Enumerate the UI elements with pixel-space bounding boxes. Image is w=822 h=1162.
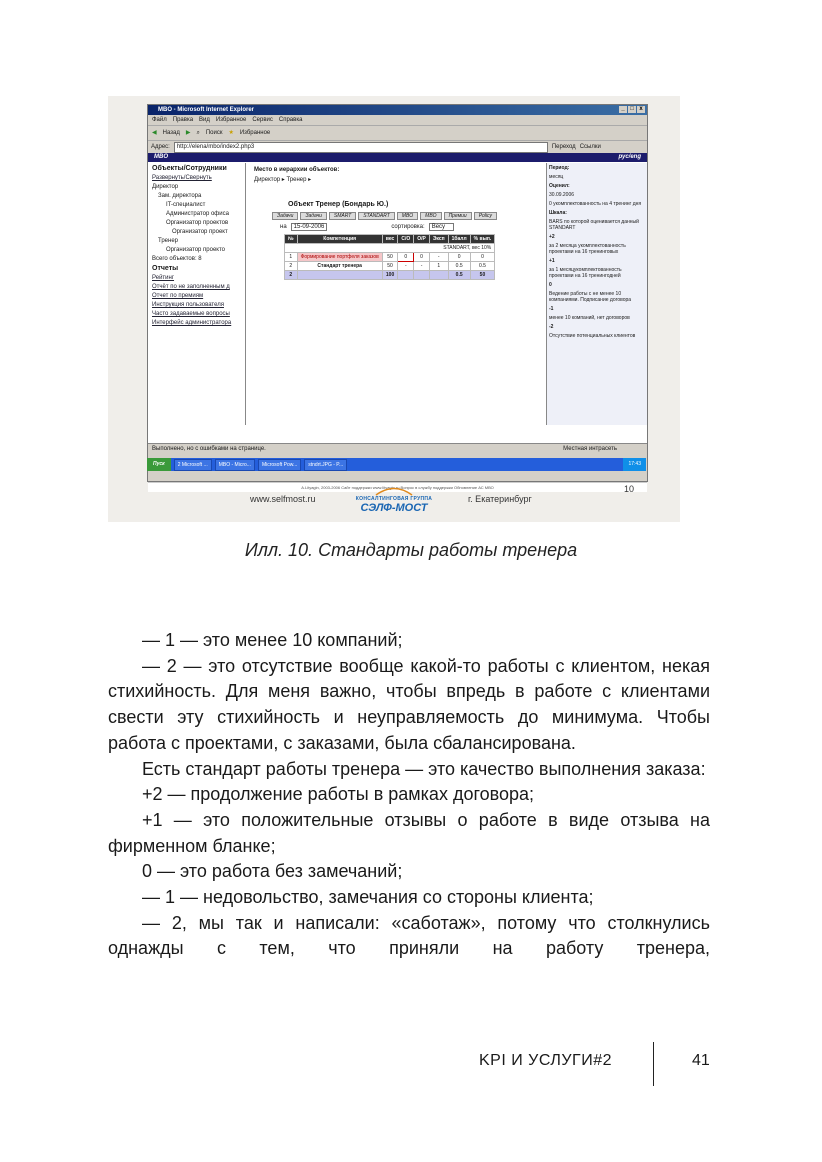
table-group-row — [285, 244, 495, 253]
info-line: 0 — [549, 282, 552, 288]
tree-node[interactable]: Организатор проектов — [166, 220, 229, 226]
info-line: за 1 месяцукомплектованность проектами на 16 тренингодней — [549, 267, 622, 279]
body-text — [108, 628, 710, 962]
slide-number: 10 — [624, 484, 635, 494]
cell: Стандарт тренера — [297, 262, 382, 271]
tree-node[interactable]: IT-специалист — [166, 202, 206, 208]
close-button[interactable]: x — [637, 106, 645, 113]
info-line: +2 — [549, 234, 555, 240]
cell: - — [414, 262, 430, 271]
page-number: 41 — [692, 1052, 710, 1069]
address-input[interactable]: http://elena/mbo/index2.php3 — [174, 142, 548, 153]
info-line: 30.09.2006 — [549, 192, 575, 198]
window-title: MBO - Microsoft Internet Explorer — [158, 107, 255, 113]
logo-top-text: КОНСАЛТИНГОВАЯ ГРУППА — [355, 496, 433, 502]
running-footer-title: KPI И УСЛУГИ#2 — [479, 1052, 612, 1069]
center-panel — [252, 163, 542, 425]
app-title: MBO — [154, 154, 168, 160]
cell: 0 — [448, 253, 470, 262]
cell: 50 — [382, 262, 398, 271]
info-line: 0 укомплектованность на 4 тренинг дня — [549, 201, 642, 207]
cell: 0 — [414, 253, 430, 262]
info-line: Отсутствие потенциальных клиентов — [549, 333, 636, 339]
search-icon[interactable]: ⌕ — [196, 130, 200, 136]
menu-bar — [148, 115, 647, 126]
tab-smart[interactable]: SMART — [329, 212, 356, 220]
header-cell: № — [285, 235, 298, 244]
info-line: менее 10 компаний, нет договоров — [549, 315, 630, 321]
report-link[interactable]: Рейтинг — [152, 275, 175, 281]
tab-tasks[interactable]: Задачи — [272, 212, 298, 220]
cell: 0.5 — [448, 271, 470, 280]
taskbar — [147, 458, 646, 471]
status-bar — [148, 443, 647, 453]
info-line: за 2 месяца укомплектованность проектами на 16 тренинговых — [549, 243, 626, 255]
taskbar-item[interactable]: MBO - Micro... — [215, 459, 255, 471]
cell — [429, 271, 448, 280]
info-line: Шкала: — [549, 210, 567, 216]
report-link[interactable]: Отчет по премиям — [152, 293, 204, 299]
menu-tools[interactable]: Сервис — [252, 117, 273, 123]
sort-label: сортировка: — [391, 224, 425, 230]
menu-favorites[interactable]: Избранное — [215, 117, 247, 123]
paragraph: — 1 — это менее 10 компаний; — [142, 630, 403, 650]
paragraph: — 1 — недовольство, замечания со стороны клиента; — [142, 887, 594, 908]
header-cell: 1балл — [448, 235, 470, 244]
breadcrumb[interactable]: Директор ▸ Тренер ▸ — [254, 177, 312, 183]
filter-row — [280, 223, 540, 231]
cell: 50 — [470, 271, 495, 280]
header-cell: С/О — [398, 235, 414, 244]
paragraph: — 2 — это отсутствие вообще какой-то работы с клиентом, некая стихийность. Для меня важно, чтобы впредь в работе с клиентами свести эту стихийность и неуправляемость до минимума. Чтобы работа с проектами, с заказами, была сбалансирована. — [108, 655, 710, 753]
zone-text: Местная интрасеть — [563, 446, 617, 452]
cell: - — [429, 253, 448, 262]
objects-heading[interactable]: Объекты/Сотрудники — [152, 165, 227, 172]
cell: 100 — [382, 271, 398, 280]
info-line: Период: — [549, 165, 570, 171]
tab-mbo-2[interactable]: MBO — [420, 212, 441, 220]
table-total-row — [285, 271, 495, 280]
menu-view[interactable]: Вид — [199, 117, 210, 123]
taskbar-item[interactable]: 2 Microsoft ... — [174, 459, 212, 471]
cell: 2 — [285, 262, 298, 271]
cell: 0 — [470, 253, 495, 262]
competency-table — [284, 234, 495, 280]
cell — [398, 271, 414, 280]
header-cell: % вып. — [470, 235, 495, 244]
taskbar-item[interactable]: Microsoft Pow... — [258, 459, 301, 471]
tree-node[interactable]: Тренер — [158, 238, 178, 244]
tab-tasks-2[interactable]: Задачи — [300, 212, 326, 220]
links-button[interactable]: Ссылки — [579, 144, 601, 150]
tree-node[interactable]: Директор — [152, 184, 179, 190]
go-button[interactable]: Переход — [551, 144, 576, 150]
tree-node[interactable]: Организатор проект — [172, 229, 228, 235]
window-titlebar — [148, 105, 647, 115]
paragraph: +2 — продолжение работы в рамках договора; — [142, 784, 535, 805]
cell: 1 — [429, 262, 448, 271]
info-line: месяц — [549, 174, 564, 180]
right-panel — [546, 163, 647, 425]
date-label: на — [280, 224, 287, 230]
info-line: Ведение работы с не менее 10 компаниями. Подписание договора — [549, 291, 632, 303]
header-cell: вес — [382, 235, 398, 244]
address-label: Адрес: — [151, 144, 170, 150]
city: г. Екатеринбург — [468, 494, 532, 504]
footer-divider — [653, 1042, 654, 1086]
cell: - — [398, 262, 414, 271]
page-footer: A.Lityagin, 2003-2006 Сайт поддержки www.lityagin.ru Вопрос в службу поддержки Обновление АС МВО — [148, 482, 647, 492]
minimize-button[interactable]: _ — [619, 106, 627, 113]
star-icon[interactable]: ★ — [228, 130, 234, 136]
maximize-button[interactable]: □ — [628, 106, 636, 113]
tab-policy[interactable]: Policy — [474, 212, 497, 220]
start-button[interactable]: Пуск — [147, 458, 171, 471]
menu-file[interactable]: Файл — [152, 117, 167, 123]
site-url: www.selfmost.ru — [250, 494, 316, 504]
hierarchy-label: Место в иерархии объектов: — [254, 167, 340, 173]
header-cell: О/Р — [414, 235, 430, 244]
back-button[interactable]: Назад — [162, 130, 180, 136]
status-text: Выполнено, но с ошибками на странице. — [152, 446, 266, 452]
menu-help[interactable]: Справка — [278, 117, 303, 123]
screenshot-figure — [108, 96, 680, 522]
cell: 1 — [285, 253, 298, 262]
report-link[interactable]: Отчёт по не заполненным д — [152, 284, 230, 290]
menu-edit[interactable]: Правка — [172, 117, 194, 123]
tab-strip — [272, 212, 540, 220]
standart-weight: STANDART, вес 10% — [285, 244, 495, 253]
info-line: Оценил: — [549, 183, 570, 189]
sort-select[interactable]: Весу — [429, 223, 454, 231]
browser-window — [147, 104, 648, 490]
cell: 2 — [285, 271, 298, 280]
cell — [297, 271, 382, 280]
paragraph: — 2, мы так и написали: «саботаж», потому что столкнулись однажды с тем, что приняли на работу тренера, — [108, 912, 710, 959]
tree-node[interactable]: Администратор офиса — [166, 211, 229, 217]
table-row[interactable] — [285, 253, 495, 262]
app-header — [148, 153, 647, 162]
date-input[interactable]: 15-09-2006 — [291, 223, 328, 231]
paragraph: +1 — это положительные отзывы о работе в виде отзыва на фирменном бланке; — [108, 809, 710, 856]
cell: 0.5 — [470, 262, 495, 271]
tree-node[interactable]: Зам. директора — [158, 193, 202, 199]
figure-caption: Илл. 10. Стандарты работы тренера — [244, 540, 578, 560]
expand-collapse-link[interactable]: Развернуть/Свернуть — [152, 175, 212, 181]
header-cell: Компетенция — [297, 235, 382, 244]
search-button[interactable]: Поиск — [205, 130, 223, 136]
slide-footer — [108, 480, 680, 522]
objects-total: Всего объектов: 8 — [152, 256, 202, 262]
table-row[interactable] — [285, 262, 495, 271]
table-header — [285, 235, 495, 244]
object-title: Объект Тренер (Бондарь Ю.) — [288, 201, 389, 208]
tree-node[interactable]: Организатор проекто — [166, 247, 226, 253]
paragraph: 0 — это работа без замечаний; — [142, 861, 403, 882]
reports-heading: Отчеты — [152, 265, 179, 272]
report-link[interactable]: Часто задаваемые вопросы — [152, 311, 230, 317]
cell: 0.5 — [448, 262, 470, 271]
score-input[interactable]: 0 — [398, 253, 414, 262]
tab-mbo[interactable]: MBO — [397, 212, 418, 220]
report-link[interactable]: Инструкция пользователя — [152, 302, 224, 308]
company-logo — [344, 486, 444, 514]
toolbar — [148, 126, 647, 141]
tab-bonus[interactable]: Премии — [444, 212, 472, 220]
report-link[interactable]: Интерфейс администратора — [152, 320, 232, 326]
info-line: +1 — [549, 258, 555, 264]
clock: 17:43 — [623, 458, 646, 471]
paragraph: Есть стандарт работы тренера — это качество выполнения заказа: — [142, 758, 706, 779]
language-switch[interactable]: рус/eng — [618, 154, 641, 160]
back-icon[interactable]: ◀ — [152, 130, 157, 136]
info-line: BARS по которой оценивается данный STANDART — [549, 219, 639, 231]
tab-standart[interactable]: STANDART — [358, 212, 394, 220]
forward-icon[interactable]: ▶ — [185, 130, 191, 136]
info-line: -2 — [549, 324, 554, 330]
favorites-button[interactable]: Избранное — [239, 130, 271, 136]
taskbar-item[interactable]: stndrt.JPG - P... — [304, 459, 347, 471]
header-cell: Эксп — [429, 235, 448, 244]
cell: Формирование портфеля заказов — [297, 253, 382, 262]
bridge-icon — [374, 486, 414, 496]
cell — [414, 271, 430, 280]
logo-bottom-text: СЭЛФ-МОСТ — [360, 502, 428, 514]
left-panel — [148, 163, 246, 425]
cell: 50 — [382, 253, 398, 262]
info-line: -1 — [549, 306, 554, 312]
